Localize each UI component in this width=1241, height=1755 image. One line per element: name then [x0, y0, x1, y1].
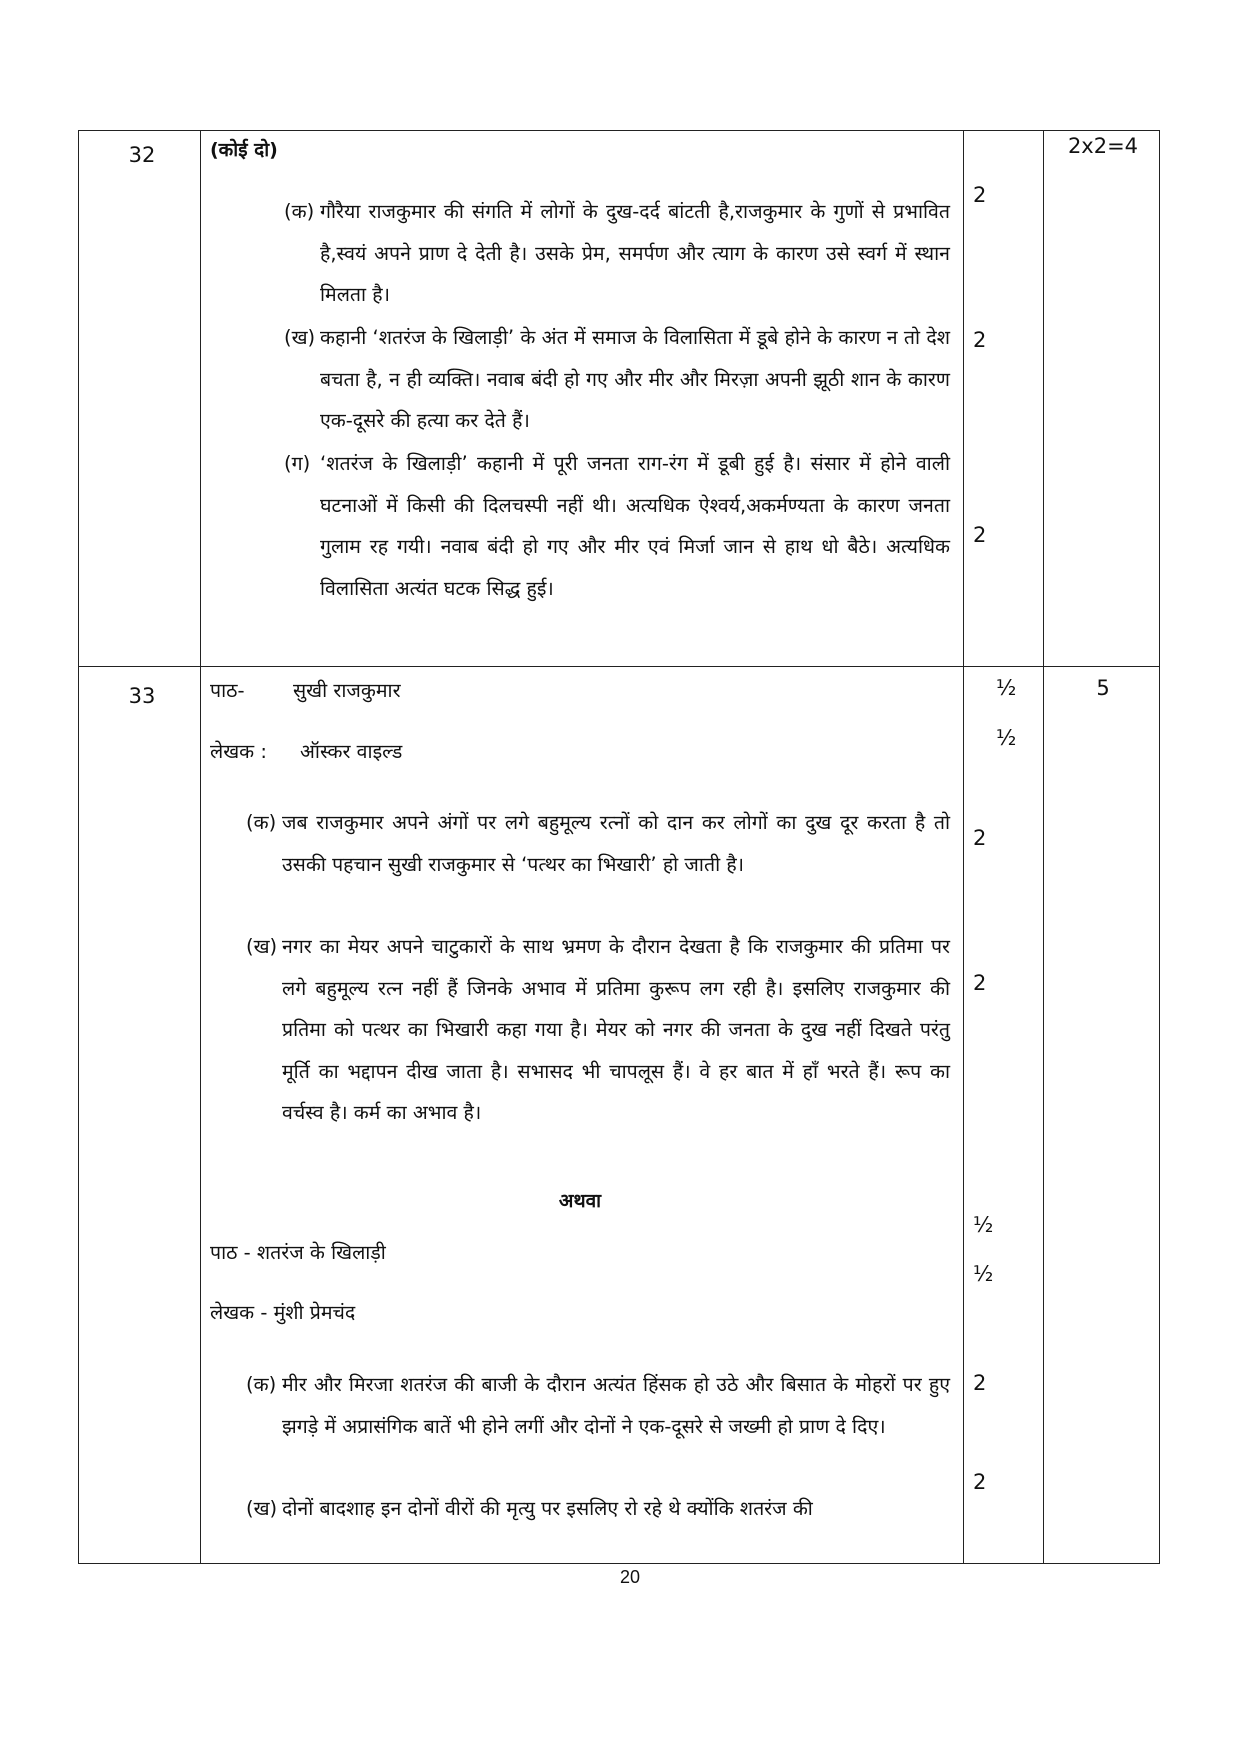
item-text: गौरैया राजकुमार की संगति में लोगों के दुख-दर्द बांटती है,राजकुमार के गुणों से प्रभावित है,स्वयं अपने प्राण दे देती है। उसके प्रेम, समर्पण और त्याग के कारण उसे स्वर्ग में स्थान मिलता है।	[320, 200, 950, 306]
item-mark: 2	[973, 523, 987, 547]
author-label: लेखक :	[210, 740, 267, 763]
question-number: 32	[128, 143, 156, 167]
item-text: दोनों बादशाह इन दोनों वीरों की मृत्यु पर इसलिए रो रहे थे क्योंकि शतरंज की	[282, 1497, 813, 1520]
or-separator: अथवा	[558, 1190, 602, 1212]
author-mark: ½	[996, 726, 1017, 750]
author-name: ऑस्कर वाइल्ड	[300, 740, 403, 763]
question-number: 33	[128, 684, 156, 708]
item-mark: 2	[973, 183, 987, 207]
item-label: (क)	[284, 200, 315, 223]
item-mark: 2	[973, 826, 987, 850]
alt-lesson: पाठ - शतरंज के खिलाड़ी	[210, 1241, 386, 1264]
item-mark: 2	[973, 328, 987, 352]
column-divider	[963, 130, 964, 1564]
item-label: (ख)	[246, 935, 278, 958]
column-divider	[1043, 130, 1044, 1564]
question-heading: (कोई दो)	[210, 139, 278, 161]
answer-item	[284, 191, 950, 316]
lesson-mark: ½	[996, 676, 1017, 700]
lesson-label: पाठ-	[210, 679, 245, 702]
item-text: ‘शतरंज के खिलाड़ी’ कहानी में पूरी जनता राग-रंग में डूबी हुई है। संसार में होने वाली घटनाओं में किसी की दिलचस्पी नहीं थी। अत्यधिक ऐश्वर्य,अकर्मण्यता के कारण जनता गुलाम रह गयी। नवाब बंदी हो गए और मीर एवं मिर्जा जान से हाथ धो बैठे। अत्यधिक विलासिता अत्यंत घटक सिद्ध हुई।	[320, 452, 950, 600]
answer-item	[246, 926, 950, 1134]
item-label: (ख)	[284, 326, 316, 349]
answer-item	[246, 1488, 966, 1530]
answer-item	[284, 443, 950, 609]
item-text: नगर का मेयर अपने चाटुकारों के साथ भ्रमण के दौरान देखता है कि राजकुमार की प्रतिमा पर लगे बहुमूल्य रत्न नहीं हैं जिनके अभाव में प्रतिमा कुरूप लग रही है। इसलिए राजकुमार की प्रतिमा को पत्थर का भिखारी कहा गया है। मेयर को नगर की जनता के दुख नहीं दिखते परंतु मूर्ति का भद्दापन दीख जाता है। सभासद भी चापलूस हैं। वे हर बात में हाँ भरते हैं। रूप का वर्चस्व है। कर्म का अभाव है।	[282, 935, 950, 1124]
alt-lesson-mark: ½	[973, 1213, 994, 1237]
answer-item	[246, 1364, 950, 1447]
item-mark: 2	[973, 1470, 987, 1494]
column-divider	[200, 130, 201, 1564]
item-text: जब राजकुमार अपने अंगों पर लगे बहुमूल्य रत्नों को दान कर लोगों का दुख दूर करता है तो उसकी पहचान सुखी राजकुमार से ‘पत्थर का भिखारी’ हो जाती है।	[282, 811, 950, 876]
item-text: मीर और मिरजा शतरंज की बाजी के दौरान अत्यंत हिंसक हो उठे और बिसात के मोहरों पर हुए झगड़े में अप्रासंगिक बातें भी होने लगीं और दोनों ने एक-दूसरे से जख्मी हो प्राण दे दिए।	[282, 1373, 950, 1438]
item-label: (ख)	[246, 1497, 278, 1520]
answer-item	[246, 802, 950, 885]
alt-author: लेखक - मुंशी प्रेमचंद	[210, 1301, 356, 1324]
alt-author-mark: ½	[973, 1262, 994, 1286]
lesson-title: सुखी राजकुमार	[293, 679, 401, 702]
page-number: 20	[619, 1567, 641, 1587]
item-text: कहानी ‘शतरंज के खिलाड़ी’ के अंत में समाज के विलासिता में डूबे होने के कारण न तो देश बचता है, न ही व्यक्ति। नवाब बंदी हो गए और मीर और मिरज़ा अपनी झूठी शान के कारण एक-दूसरे की हत्या कर देते हैं।	[320, 326, 950, 432]
item-label: (ग)	[284, 452, 311, 475]
item-label: (क)	[246, 811, 277, 834]
item-mark: 2	[973, 1371, 987, 1395]
total-marks: 5	[1096, 676, 1110, 700]
total-marks: 2x2=4	[1067, 134, 1139, 158]
item-label: (क)	[246, 1373, 277, 1396]
item-mark: 2	[973, 971, 987, 995]
row-divider	[78, 666, 1160, 667]
answer-item	[284, 317, 950, 442]
